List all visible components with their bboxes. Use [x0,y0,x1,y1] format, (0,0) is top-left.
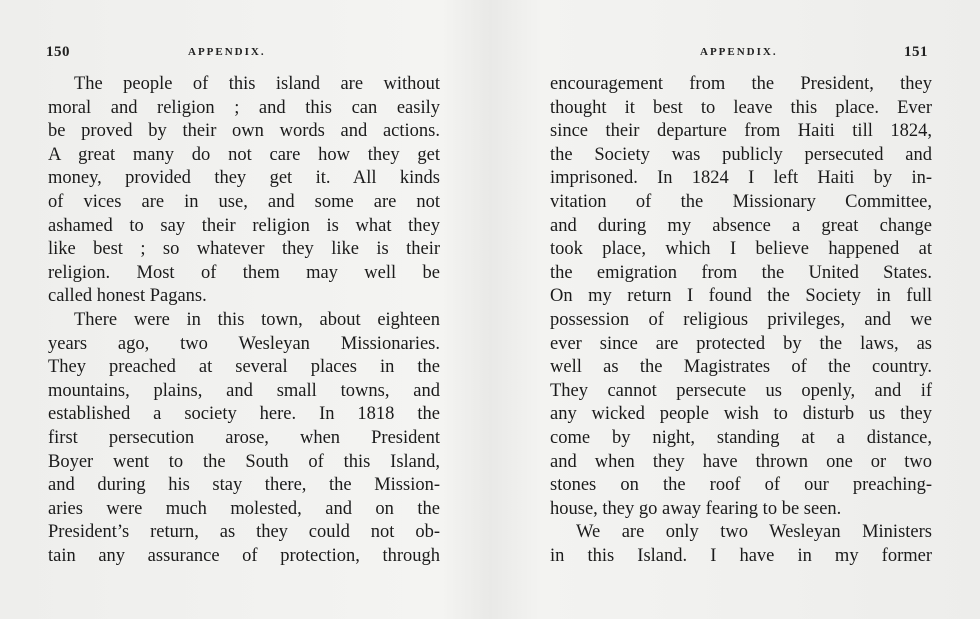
text-line: money, provided they get it. All kinds [48,168,440,189]
text-line: They preached at several places in the [48,357,440,378]
text-line: They cannot persecute us openly, and if [550,380,932,401]
text-line: imprisoned. In 1824 I left Haiti by in- [550,168,932,189]
running-head: APPENDIX. [188,46,266,58]
text-line: years ago, two Wesleyan Missionaries. [48,333,440,354]
page-number: 151 [904,44,928,60]
text-line: established a society here. In 1818 the [48,404,440,425]
text-line: and during my absence a great change [550,215,932,236]
text-line: tain any assurance of protection, through [48,545,440,566]
body-text [550,73,932,568]
running-head: APPENDIX. [700,46,778,58]
text-line: and when they have thrown one or two [550,451,932,472]
text-line: in this Island. I have in my former [550,545,932,566]
text-line: thought it best to leave this place. Ever [550,97,932,118]
text-line: possession of religious privileges, and we [550,309,932,330]
text-line: like best ; so whatever they like is their [48,239,440,260]
text-line: the emigration from the United States. [550,262,932,283]
text-line: moral and religion ; and this can easily [48,97,440,118]
page-number: 150 [46,44,70,60]
body-text [48,73,440,568]
text-line: since their departure from Haiti till 1824, [550,121,932,142]
text-line: On my return I found the Society in full [550,286,932,307]
text-line: The people of this island are without [74,74,440,94]
text-line: encouragement from the President, they [550,74,932,94]
text-line: the Society was publicly persecuted and [550,144,932,165]
right-page [490,0,980,619]
text-line: come by night, standing at a distance, [550,427,932,448]
text-line: stones on the roof of our preaching- [550,475,932,496]
text-line: We are only two Wesleyan Ministers [576,522,932,543]
text-line: and during his stay there, the Mission- [48,475,440,496]
text-line: Boyer went to the South of this Island, [48,451,440,472]
text-line: house, they go away fearing to be seen. [550,498,842,519]
text-line: religion. Most of them may well be [48,262,440,283]
text-line: aries were much molested, and on the [48,498,440,519]
text-line: President’s return, as they could not ob- [48,522,440,543]
text-line: took place, which I believe happened at [550,239,932,260]
text-line: ever since are protected by the laws, as [550,333,932,354]
text-line: ashamed to say their religion is what they [48,215,440,236]
text-line: well as the Magistrates of the country. [550,357,932,378]
text-line: first persecution arose, when President [48,427,440,448]
text-line: any wicked people wish to disturb us they [550,404,932,425]
text-line: mountains, plains, and small towns, and [48,380,440,401]
text-line: vitation of the Missionary Committee, [550,191,932,212]
text-line: be proved by their own words and actions. [48,121,440,142]
text-line: of vices are in use, and some are not [48,191,440,212]
text-line: called honest Pagans. [48,286,207,307]
text-line: A great many do not care how they get [48,144,440,165]
text-line: There were in this town, about eighteen [74,309,440,330]
